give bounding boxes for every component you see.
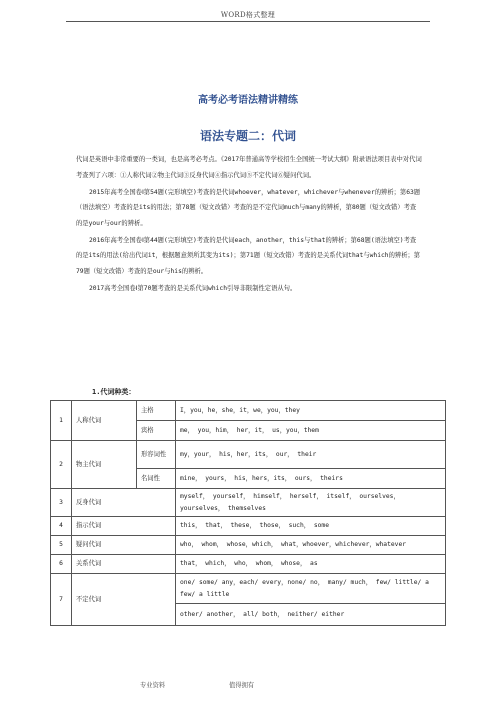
pronoun-table xyxy=(50,400,446,626)
row-category: 物主代词 xyxy=(72,441,137,489)
document-title: 高考必考语法精讲精练 xyxy=(198,95,298,106)
section-label: 1.代词种类： xyxy=(92,388,136,396)
row-content: I，you，he，she，it，we，you，they xyxy=(176,401,446,421)
table-row xyxy=(51,517,446,536)
row-category: 关系代词 xyxy=(72,555,176,574)
row-content: other/ another， all/ both， neither/ either xyxy=(176,604,446,626)
row-subcategory: 名词性 xyxy=(137,469,176,489)
document-subtitle: 语法专题二：代词 xyxy=(199,129,296,143)
row-subcategory: 宾格 xyxy=(137,421,176,441)
row-content: one/ some/ any，each/ every，none/ no， many/ much， few/ little/ a few/ a little xyxy=(176,574,446,604)
paragraph-2015: 2015年高考全国卷Ⅰ第54题(完形填空)考查的是代词whoever，whatever，whichever与whenever的辨析；第63题（语法填空）考查的是its的用法；第78题（短文改错）考查的是不定代词much与many的辨析，第80题（短文改错）考查的是your与our的辨析。 xyxy=(76,188,421,227)
row-category: 指示代词 xyxy=(72,517,176,536)
table-row xyxy=(51,489,446,517)
row-content: me， you，him， her，it， us，you，them xyxy=(176,421,446,441)
body-text xyxy=(76,152,422,296)
table-row xyxy=(51,555,446,574)
paragraph-2017: 2017高考全国卷Ⅰ第70题考查的是关系代词which引导非限制性定语从句。 xyxy=(89,284,297,292)
row-number: 4 xyxy=(51,517,72,536)
row-content: my，your， his，her，its， our， their xyxy=(176,441,446,469)
row-category: 反身代词 xyxy=(72,489,176,517)
row-number: 7 xyxy=(51,574,72,626)
row-number: 1 xyxy=(51,401,72,441)
page-header: WORD格式整理 xyxy=(220,11,276,19)
row-subcategory: 形容词性 xyxy=(137,441,176,469)
table-row xyxy=(51,441,446,469)
table-row xyxy=(51,536,446,555)
row-content: this， that， these， those， such， some xyxy=(176,517,446,536)
table-row xyxy=(51,574,446,604)
row-number: 3 xyxy=(51,489,72,517)
footer-left: 专业资料 xyxy=(140,682,166,689)
row-content: who， whom， whose，which， what，whoever，whichever，whatever xyxy=(176,536,446,555)
row-content: mine， yours， his，hers，its， ours， theirs xyxy=(176,469,446,489)
row-category: 人称代词 xyxy=(72,401,137,441)
row-content: that， which， who， whom， whose， as xyxy=(176,555,446,574)
row-content: myself， yourself， himself， herself， itself， ourselves，yourselves， themselves xyxy=(176,489,446,517)
row-number: 2 xyxy=(51,441,72,489)
row-category: 疑问代词 xyxy=(72,536,176,555)
row-category: 不定代词 xyxy=(72,574,176,626)
header-rule xyxy=(66,21,430,22)
row-number: 5 xyxy=(51,536,72,555)
paragraph-2016: 2016年高考全国卷Ⅰ第44题(完形填空)考查的是代词each，another，this与that的辨析；第68题(语法填空)考查的是its的用法(给出代词it，根据题意须所其变为its)；第71题（短文改错）考查的是关系代词that与which的辨析；第79题（短文改错）考查的是our与his的辨析。 xyxy=(76,236,421,275)
row-number: 6 xyxy=(51,555,72,574)
footer-right: 值得拥有 xyxy=(229,682,255,689)
row-subcategory: 主格 xyxy=(137,401,176,421)
paragraph-intro: 代词是英语中非常重要的一类词，也是高考必考点。《2017年普通高等学校招生全国统一考试大纲》附录语法项目表中对代词考查列了六项：①人称代词②物主代词③反身代词④指示代词⑤不定代词⑥疑问代词。 xyxy=(76,156,422,179)
table-row xyxy=(51,401,446,421)
